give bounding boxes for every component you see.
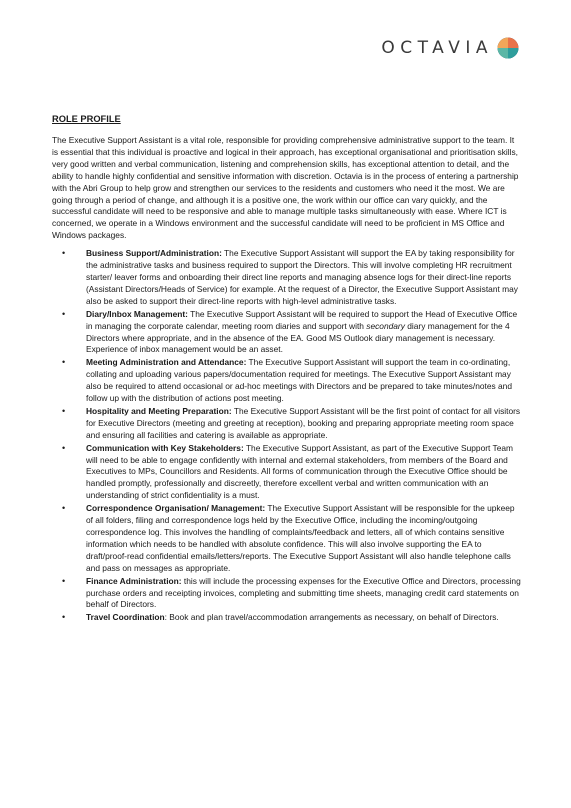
- item-title: Communication with Key Stakeholders:: [86, 442, 244, 453]
- item-title: Hospitality and Meeting Preparation:: [86, 405, 232, 416]
- bullet-icon: •: [62, 248, 66, 259]
- list-item: [52, 503, 522, 574]
- item-title: Finance Administration:: [86, 575, 182, 586]
- bullet-icon: •: [62, 612, 66, 623]
- bullet-icon: •: [62, 405, 66, 416]
- responsibilities-list: [52, 248, 522, 624]
- list-item: [52, 248, 522, 308]
- list-item: [52, 406, 522, 442]
- list-item: [52, 576, 522, 612]
- item-title: Travel Coordination: [86, 612, 165, 623]
- list-item: [52, 309, 522, 357]
- item-body-emphasis: secondary: [366, 320, 405, 331]
- item-body: The Executive Support Assistant will be the first point of contact for all visitors for Executive Directors (meeting and greeting at reception), booking and preparing appropriate meeting room space and ensuring all facilities and catering is available as appropriate.: [86, 405, 521, 440]
- list-item: [52, 612, 522, 624]
- item-body-part: diary management for the 4 Directors where appropriate, and in the absence of the EA. Good MS Outlook diary management is necessary. Experience of inbox management would be an asset.: [86, 320, 510, 355]
- intro-paragraph: The Executive Support Assistant is a vital role, responsible for providing comprehensive administrative support to the team. It is essential that this individual is proactive and logical in their approach, has exceptional organisational and prioritisation skills, very good written and verbal communication, listening and comprehension skills, has exceptional attention to detail, and the ability to handle highly confidential and sensitive information with discretion. Octavia is in the process of entering a partnership with the Abri Group to help grow and strengthen our services to the residents and customers who need it the most. We are going through a period of change, and although it is a positive one, the work within our office can vary quickly, and the successful candidate will need to be responsive and able to manage multiple tasks simultaneously with ease. Where ICT is concerned, we operate in a Windows environment and the successful candidate will need to be proficient in MS Office and Windows packages.: [52, 135, 519, 241]
- item-title: Correspondence Organisation/ Management:: [86, 503, 266, 514]
- item-title: Meeting Administration and Attendance:: [86, 357, 247, 368]
- bullet-icon: •: [62, 442, 66, 453]
- logo-wordmark: OCTAVIA: [381, 38, 493, 58]
- bullet-icon: •: [62, 503, 66, 514]
- list-item: [52, 357, 522, 405]
- item-body: The Executive Support Assistant, as part of the Executive Support Team will need to be able to engage confidently with internal and external stakeholders, from members of the Board and Executives to MPs, Councillors and Residents. All forms of communication through the Executive Office should be handled promptly, professionally and discreetly, therefore excellent verbal and written communication with an understanding of strict confidentiality is a must.: [86, 442, 513, 501]
- item-title: Business Support/Administration:: [86, 248, 222, 259]
- item-body: The Executive Support Assistant will be responsible for the upkeep of all folders, filing and correspondence logs held by the Executive Office, including the incoming/outgoing correspondence log. This involves the handling of complaints/feedback and letters, all of which contains sensitive information which needs to be handled with absolute confidence. This will also involve supporting the EA to draft/proof-read confidential emails/letters/reports. The Executive Support Assistant will also handle telephone calls and pass on messages as appropriate.: [86, 503, 515, 573]
- item-body: The Executive Support Assistant will support the team in co-ordinating, collating and uploading various papers/documentation required for meetings. The Executive Support Assistant may also be required to attend occasional or ad-hoc meetings with Directors and be prepared to take minutes/notes and follow up with the distribution of actions post meeting.: [86, 357, 512, 404]
- list-item: [52, 443, 522, 503]
- section-heading: ROLE PROFILE: [52, 114, 121, 124]
- octavia-logo: [381, 37, 519, 59]
- item-body: The Executive Support Assistant will support the EA by taking responsibility for the administrative tasks and business required to support the Directors. This will involve completing HR recruitment starter/ leaver forms and onboarding their direct line reports and managing absence logs for their direct-line reports (Assistant Directors/Heads of Service) for example. At the request of a Director, the Executive Support Assistant may also be asked to support their direct-line reports with high-level administrative tasks.: [86, 248, 518, 306]
- item-body: : Book and plan travel/accommodation arrangements as necessary, on behalf of Directors.: [164, 612, 499, 623]
- octavia-logo-mark-icon: [497, 37, 519, 59]
- item-body-part: The Executive Support Assistant will be required to support the Head of Executive Office in managing the corporate calendar, meeting room diaries and support with: [86, 308, 518, 331]
- document-body: [52, 112, 522, 625]
- item-title: Diary/Inbox Management:: [86, 308, 188, 319]
- bullet-icon: •: [62, 357, 66, 368]
- bullet-icon: •: [62, 308, 66, 319]
- item-body: this will include the processing expenses for the Executive Office and Directors, processing purchase orders and receipting invoices, completing and submitting time sheets, managing credit card statements on behalf of Directors.: [86, 575, 521, 610]
- bullet-icon: •: [62, 575, 66, 586]
